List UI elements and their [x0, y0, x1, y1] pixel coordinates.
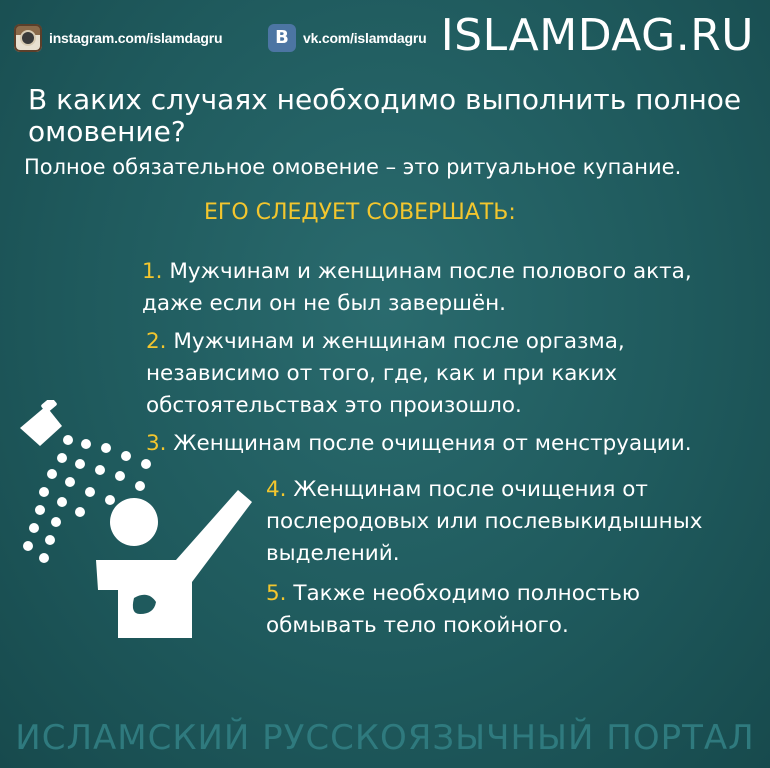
vk-icon: B	[268, 24, 296, 52]
item-text: Мужчинам и женщинам после оргазма, независимо от того, где, как и при каких обстоятельствах это произошло.	[146, 329, 625, 418]
item-text: Женщинам после очищения от послеродовых или послевыкидышных выделений.	[266, 477, 703, 566]
section-heading: ЕГО СЛЕДУЕТ СОВЕРШАТЬ:	[204, 200, 516, 225]
instagram-icon	[14, 24, 42, 52]
vk-label: vk.com/islamdagru	[303, 30, 427, 46]
item-number: 4.	[266, 477, 287, 502]
subtitle: Полное обязательное омовение – это ритуальное купание.	[24, 155, 682, 179]
shower-person-icon	[6, 400, 266, 670]
instagram-link[interactable]	[14, 24, 222, 52]
item-number: 3.	[146, 431, 167, 456]
instagram-label: instagram.com/islamdagru	[49, 30, 223, 46]
item-text: Мужчинам и женщинам после полового акта, даже если он не был завершён.	[142, 259, 692, 316]
page-title: В каких случаях необходимо выполнить полное омовение?	[28, 83, 742, 148]
header	[0, 0, 770, 80]
item-number: 2.	[146, 329, 167, 354]
item-number: 1.	[142, 259, 163, 284]
item-number: 5.	[266, 581, 287, 606]
list-item	[266, 474, 746, 570]
footer-portal-title: ИСЛАМСКИЙ РУССКОЯЗЫЧНЫЙ ПОРТАЛ	[15, 718, 755, 758]
list-item	[266, 578, 746, 642]
item-text: Женщинам после очищения от менструации.	[173, 431, 692, 456]
item-text: Также необходимо полностью обмывать тело покойного.	[266, 581, 640, 638]
vk-link[interactable]	[268, 24, 426, 52]
list-item	[142, 256, 752, 320]
brand-logo: ISLAMDAG.RU	[440, 10, 754, 61]
